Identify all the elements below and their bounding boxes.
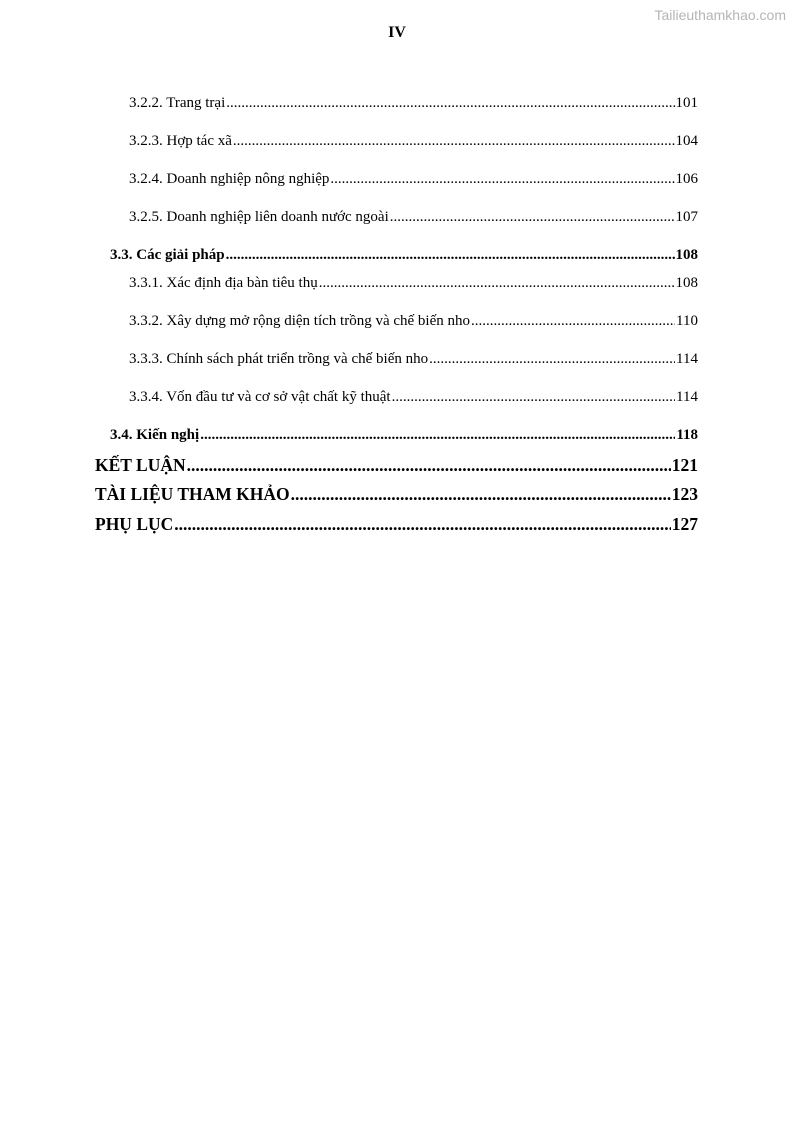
toc-entry-label: 3.3.4. Vốn đầu tư và cơ sở vật chất kỹ thuật (129, 389, 391, 405)
toc-entry-3-2-3[interactable] (129, 133, 698, 150)
toc-leader-dots (291, 484, 671, 505)
toc-entry-page: 106 (675, 171, 698, 187)
toc-leader-dots (187, 455, 671, 476)
toc-entry-3-3[interactable] (110, 247, 698, 264)
toc-leader-dots (429, 351, 675, 368)
page-number: IV (388, 24, 406, 41)
toc-entry-page: 108 (675, 275, 698, 291)
toc-entry-tai-lieu-tham-khao[interactable] (95, 484, 698, 505)
toc-entry-label: 3.2.2. Trang trại (129, 95, 226, 111)
toc-entry-page: 114 (676, 389, 698, 405)
toc-leader-dots (471, 313, 675, 330)
toc-leader-dots (319, 275, 675, 292)
toc-leader-dots (174, 514, 670, 535)
toc-leader-dots (226, 247, 675, 264)
toc-leader-dots (390, 209, 675, 226)
toc-entry-page: 101 (675, 95, 698, 111)
toc-leader-dots (392, 389, 675, 406)
toc-entry-page: 107 (675, 209, 698, 225)
toc-entry-label: 3.2.3. Hợp tác xã (129, 133, 232, 149)
toc-leader-dots (200, 427, 675, 444)
toc-entry-phu-luc[interactable] (95, 514, 698, 535)
toc-entry-page: 121 (671, 455, 698, 475)
toc-entry-page: 123 (671, 484, 698, 504)
toc-entry-page: 108 (675, 247, 698, 263)
toc-entry-label: 3.3.3. Chính sách phát triển trồng và chế biến nho (129, 351, 429, 367)
toc-entry-label: 3.4. Kiến nghị (110, 427, 200, 443)
toc-entry-label: 3.3.1. Xác định địa bàn tiêu thụ (129, 275, 318, 291)
toc-entry-page: 118 (676, 427, 698, 443)
toc-entry-3-4[interactable] (110, 427, 698, 444)
toc-leader-dots (330, 171, 674, 188)
toc-entry-3-2-2[interactable] (129, 95, 698, 112)
toc-entry-label: TÀI LIỆU THAM KHẢO (95, 484, 290, 504)
toc-entry-label: 3.3.2. Xây dựng mở rộng diện tích trồng và chế biến nho (129, 313, 470, 329)
toc-entry-label: PHỤ LỤC (95, 514, 174, 534)
toc-leader-dots (233, 133, 675, 150)
toc-entry-3-3-4[interactable] (129, 389, 698, 406)
toc-entry-label: 3.3. Các giải pháp (110, 247, 225, 263)
toc-entry-page: 127 (671, 514, 698, 534)
toc-entry-label: 3.2.4. Doanh nghiệp nông nghiệp (129, 171, 330, 187)
toc-entry-label: KẾT LUẬN (95, 455, 186, 475)
toc-entry-3-3-3[interactable] (129, 351, 698, 368)
watermark: Tailieuthamkhao.com (654, 7, 786, 23)
toc-entry-3-2-5[interactable] (129, 209, 698, 226)
toc-entry-3-3-1[interactable] (129, 275, 698, 292)
toc-entry-ket-luan[interactable] (95, 455, 698, 476)
toc-entry-page: 114 (676, 351, 698, 367)
toc-leader-dots (226, 95, 674, 112)
toc-entry-3-2-4[interactable] (129, 171, 698, 188)
toc-entry-3-3-2[interactable] (129, 313, 698, 330)
toc-entry-page: 110 (676, 313, 698, 329)
toc-entry-label: 3.2.5. Doanh nghiệp liên doanh nước ngoài (129, 209, 389, 225)
toc-entry-page: 104 (675, 133, 698, 149)
